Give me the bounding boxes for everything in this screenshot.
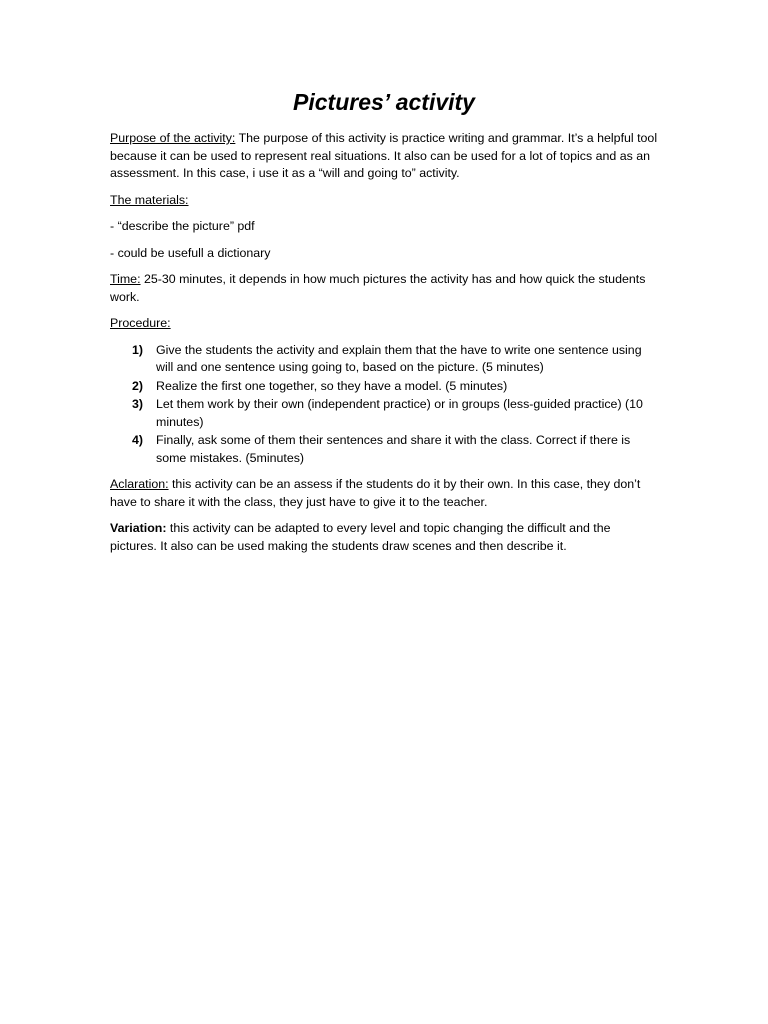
purpose-label: Purpose of the activity: — [110, 131, 236, 145]
variation-label: Variation: — [110, 521, 167, 535]
procedure-heading — [110, 315, 658, 333]
step-number: 2) — [132, 378, 144, 393]
step-text: Realize the first one together, so they have a model. (5 minutes) — [156, 378, 508, 393]
materials-label: The materials: — [110, 192, 189, 207]
purpose-paragraph — [110, 130, 658, 183]
step-text: Finally, ask some of them their sentences and share it with the class. Correct if there is some mistakes. (5minutes) — [156, 433, 631, 465]
document-title: Pictures’ activity — [293, 89, 475, 115]
step-text: Give the students the activity and explain them that the have to write one sentence using will and one sentence using going to, based on the picture. (5 minutes) — [156, 342, 642, 374]
variation-paragraph — [110, 520, 658, 555]
materials-item: - “describe the picture” pdf — [110, 219, 255, 233]
step-number: 1) — [132, 342, 144, 357]
procedure-label: Procedure: — [110, 316, 171, 330]
procedure-step — [110, 396, 658, 431]
time-paragraph — [110, 271, 658, 306]
materials-item: - could be usefull a dictionary — [110, 245, 271, 260]
step-text: Let them work by their own (independent practice) or in groups (less-guided practice) (10 minutes) — [156, 397, 643, 429]
step-number: 3) — [132, 397, 144, 411]
aclaration-paragraph — [110, 476, 658, 511]
aclaration-label: Aclaration: — [110, 477, 169, 491]
aclaration-text: this activity can be an assess if the students do it by their own. In this case, they don’t have to share it with the class, they just have to give it to the teacher. — [110, 477, 641, 509]
procedure-list — [110, 342, 658, 468]
procedure-step — [110, 432, 658, 467]
procedure-step — [110, 342, 658, 377]
purpose-text: The purpose of this activity is practice writing and grammar. It’s a helpful tool because it can be used to represent real situations. It also can be used for a lot of topics and as an assessment. In this case, i use it as a “will and going to” activity. — [110, 131, 658, 180]
time-label: Time: — [110, 272, 141, 286]
variation-text: this activity can be adapted to every level and topic changing the difficult and the pictures. It also can be used making the students draw scenes and then describe it. — [110, 521, 611, 553]
procedure-step — [110, 378, 658, 396]
step-number: 4) — [132, 433, 144, 447]
time-text: 25-30 minutes, it depends in how much pictures the activity has and how quick the students work. — [110, 272, 646, 304]
materials-heading — [110, 192, 658, 210]
document-body — [110, 130, 658, 564]
